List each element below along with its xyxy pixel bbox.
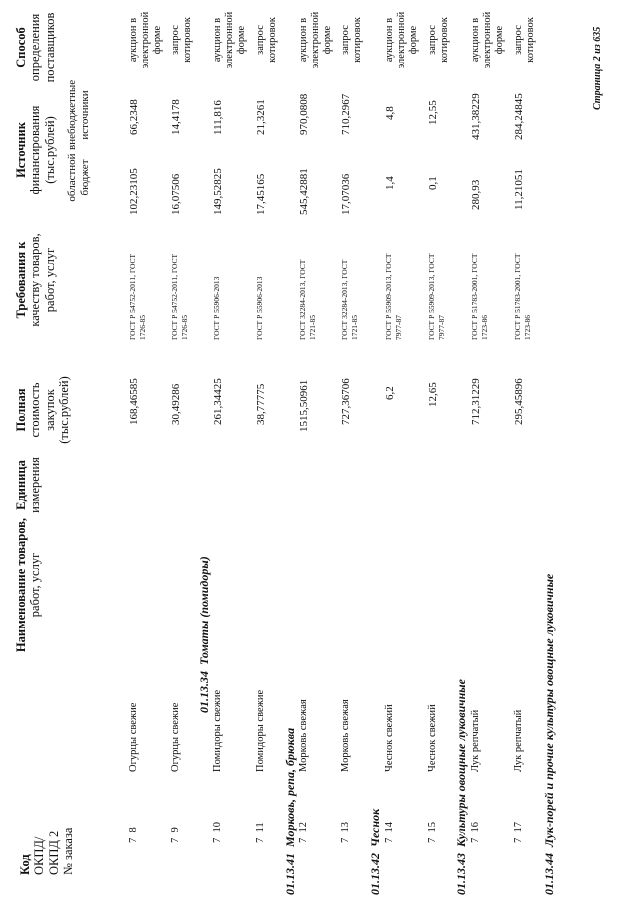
group-name: Томаты (помидоры): [197, 556, 211, 665]
header-cost: [14, 370, 72, 450]
header-method-line: определения: [28, 13, 43, 82]
header-code-line: № заказа: [61, 827, 76, 875]
group-code: 01.13.44: [542, 853, 556, 895]
group-row: [369, 809, 383, 895]
item-cost: 12,65: [427, 382, 439, 407]
req-line: 1723-86: [479, 315, 489, 340]
item-name: Лук репчатый: [470, 709, 481, 772]
order-a: 7: [128, 837, 139, 843]
header-src-line: (тыс.рублей): [42, 116, 57, 184]
header-src-regional-line: областной: [66, 153, 78, 202]
method-line: форме: [494, 25, 506, 55]
header-src-extra-line: источники: [78, 90, 91, 140]
header-cost-line: Полная: [14, 388, 28, 432]
header-requirements: [14, 220, 57, 340]
item-requirements: [427, 254, 447, 340]
group-row: [284, 728, 298, 895]
order-a: 7: [384, 837, 395, 843]
req-line: 1721-85: [307, 315, 317, 340]
order-a: 7: [513, 837, 524, 843]
item-name: Чеснок свежий: [384, 704, 395, 772]
item-method: [255, 5, 279, 75]
method-line: котировок: [352, 17, 364, 63]
method-line: электронной: [396, 11, 408, 69]
order-b: 11: [255, 822, 266, 833]
item-cost: 1515,50961: [298, 379, 310, 432]
method-line: аукцион в: [128, 17, 139, 63]
method-line: форме: [236, 25, 248, 55]
header-src-budget-line: бюджет: [78, 159, 91, 196]
order-a: 7: [470, 837, 481, 843]
order-b: 14: [384, 822, 395, 833]
item-regional: 149,52825: [212, 168, 224, 215]
req-line: ГОСТ Р 55906-2013: [255, 276, 264, 340]
item-cost: 38,77775: [255, 383, 267, 425]
item-cost: 168,46585: [128, 378, 140, 425]
req-line: ГОСТ Р 55909-2013, ГОСТ: [384, 253, 393, 340]
item-method: [212, 5, 248, 75]
group-code: 01.13.42: [368, 853, 382, 895]
order-b: 17: [513, 822, 524, 833]
method-line: электронной: [482, 11, 494, 69]
item-extra: 970,0808: [298, 93, 310, 135]
item-cost: 295,45896: [513, 378, 525, 425]
item-method: [298, 5, 334, 75]
group-row: [198, 556, 212, 713]
req-line: ГОСТ Р 54752-2011, ГОСТ: [128, 253, 137, 340]
method-line: электронной: [140, 11, 152, 69]
item-name: Чеснок свежий: [427, 704, 438, 772]
order-a: 7: [298, 837, 309, 843]
order-b: 16: [470, 822, 481, 833]
item-method: [384, 5, 420, 75]
item-extra: 111,816: [212, 100, 224, 135]
header-req-line: Требования к: [14, 241, 28, 319]
header-unit-line: Единица: [14, 460, 28, 510]
order-b: 12: [298, 822, 309, 833]
header-cost-line: стоимость: [28, 382, 43, 438]
order-number: [340, 822, 352, 843]
item-extra: 14,4178: [170, 99, 182, 135]
item-regional: 17,07036: [340, 173, 352, 215]
item-extra: 710,2967: [340, 93, 352, 135]
req-line: 1726-85: [179, 315, 189, 340]
order-number: [212, 822, 224, 843]
req-line: ГОСТ Р 55909-2013, ГОСТ: [427, 253, 436, 340]
method-line: аукцион в: [470, 17, 481, 63]
method-line: запрос: [513, 25, 524, 55]
item-extra: 21,3261: [255, 99, 267, 135]
group-row: [455, 679, 469, 895]
method-line: котировок: [525, 17, 537, 63]
header-cost-line: (тыс.рублей): [57, 376, 72, 444]
order-number: [384, 822, 396, 843]
item-method: [128, 5, 164, 75]
header-req-line: работ, услуг: [42, 247, 57, 313]
method-line: электронной: [310, 11, 322, 69]
header-method-line: Способ: [14, 27, 28, 68]
item-requirements: [298, 260, 318, 340]
header-src-regional: [66, 150, 91, 205]
item-extra: 431,38229: [470, 93, 482, 140]
method-line: электронной: [224, 11, 236, 69]
method-line: запрос: [340, 25, 351, 55]
order-number: [513, 822, 525, 843]
item-cost: 6,2: [384, 386, 396, 400]
header-name-line: работ, услуг: [28, 552, 43, 618]
item-cost: 712,31229: [470, 378, 482, 425]
req-line: 7977-87: [436, 315, 446, 340]
group-name: Морковь, репа, брюква: [283, 727, 297, 847]
req-line: ГОСТ Р 54752-2011, ГОСТ: [170, 253, 179, 340]
req-line: 7977-87: [393, 315, 403, 340]
item-extra: 284,24845: [513, 93, 525, 140]
item-regional: 545,42881: [298, 168, 310, 215]
item-name: Морковь свежая: [298, 699, 309, 772]
method-line: форме: [152, 25, 164, 55]
order-b: 13: [340, 822, 351, 833]
header-src-line: финансирования: [28, 105, 43, 195]
order-number: [170, 827, 182, 843]
order-number: [255, 822, 267, 843]
item-regional: 17,45165: [255, 173, 267, 215]
req-line: ГОСТ 32284-2013, ГОСТ: [340, 259, 349, 340]
method-line: котировок: [267, 17, 279, 63]
group-code: 01.13.34: [197, 671, 211, 713]
method-line: запрос: [255, 25, 266, 55]
item-name: Помидоры свежие: [255, 689, 266, 772]
item-cost: 727,36706: [340, 378, 352, 425]
group-name: Культуры овощные луковичные: [454, 679, 468, 847]
item-regional: 1,4: [384, 176, 396, 190]
item-requirements: [513, 254, 533, 340]
item-regional: 102,23105: [128, 168, 140, 215]
method-line: форме: [322, 25, 334, 55]
req-line: 1726-85: [137, 315, 147, 340]
req-line: 1721-85: [349, 315, 359, 340]
item-name: Огурцы свежие: [170, 702, 181, 772]
header-name: [14, 515, 43, 655]
method-line: котировок: [182, 17, 194, 63]
item-method: [170, 5, 194, 75]
item-requirements: [128, 254, 148, 340]
item-regional: 280,93: [470, 179, 482, 210]
group-row: [543, 574, 557, 895]
item-name: Лук репчатый: [513, 709, 524, 772]
item-requirements: [384, 254, 404, 340]
header-unit: [14, 445, 43, 525]
method-line: форме: [408, 25, 420, 55]
header-unit-line: измерения: [28, 457, 43, 513]
item-cost: 261,34425: [212, 378, 224, 425]
header-code-line: Код: [18, 854, 32, 875]
item-requirements: [170, 254, 190, 340]
order-a: 7: [255, 837, 266, 843]
group-code: 01.13.41: [283, 853, 297, 895]
order-a: 7: [170, 837, 181, 843]
item-name: Морковь свежая: [340, 699, 351, 772]
group-name: Лук-порей и прочие культуры овощные луковичные: [542, 573, 556, 847]
item-method: [470, 5, 506, 75]
header-src-extra: [66, 80, 91, 150]
item-method: [427, 5, 451, 75]
order-b: 8: [128, 827, 139, 833]
item-cost: 30,49286: [170, 383, 182, 425]
order-number: [298, 822, 310, 843]
item-regional: 16,07506: [170, 173, 182, 215]
item-name: Огурцы свежие: [128, 702, 139, 772]
item-requirements: [255, 277, 265, 340]
header-method-line: поставщиков: [42, 12, 57, 83]
method-line: аукцион в: [298, 17, 309, 63]
header-name-line: Наименование товаров,: [14, 517, 28, 653]
header-src-extra-line: внебюджетные: [66, 79, 78, 150]
header-req-line: качеству товаров,: [28, 233, 43, 327]
req-line: ГОСТ 32284-2013, ГОСТ: [298, 259, 307, 340]
order-b: 15: [427, 822, 438, 833]
method-line: аукцион в: [212, 17, 223, 63]
item-requirements: [340, 260, 360, 340]
item-extra: 4,8: [384, 106, 396, 120]
page-footer: Страница 2 из 635: [592, 26, 603, 110]
order-b: 9: [170, 827, 181, 833]
item-requirements: [470, 254, 490, 340]
header-cost-line: закупок: [42, 389, 57, 431]
header-src-line: Источник: [14, 122, 28, 178]
method-line: аукцион в: [384, 17, 395, 63]
order-a: 7: [340, 837, 351, 843]
item-regional: 0,1: [427, 176, 439, 190]
item-regional: 11,21051: [513, 169, 525, 210]
item-extra: 12,55: [427, 100, 439, 125]
header-code-line: ОКПД/: [32, 836, 47, 875]
order-a: 7: [427, 837, 438, 843]
group-name: Чеснок: [368, 808, 382, 847]
item-name: Помидоры свежие: [212, 689, 223, 772]
order-b: 10: [212, 822, 223, 833]
order-a: 7: [212, 837, 223, 843]
header-source: [14, 95, 57, 205]
header-method: [14, 5, 57, 90]
method-line: котировок: [439, 17, 451, 63]
item-requirements: [212, 277, 222, 340]
method-line: запрос: [427, 25, 438, 55]
item-method: [513, 5, 537, 75]
req-line: ГОСТ Р 51783-2001, ГОСТ: [513, 253, 522, 340]
header-code-line: ОКПД 2: [46, 830, 61, 875]
item-method: [340, 5, 364, 75]
header-code: [18, 828, 76, 875]
method-line: запрос: [170, 25, 181, 55]
order-number: [427, 822, 439, 843]
order-number: [128, 827, 140, 843]
item-extra: 66,2348: [128, 99, 140, 135]
req-line: ГОСТ Р 55906-2013: [212, 276, 221, 340]
req-line: 1723-86: [522, 315, 532, 340]
group-code: 01.13.43: [454, 853, 468, 895]
req-line: ГОСТ Р 51783-2001, ГОСТ: [470, 253, 479, 340]
order-number: [470, 822, 482, 843]
